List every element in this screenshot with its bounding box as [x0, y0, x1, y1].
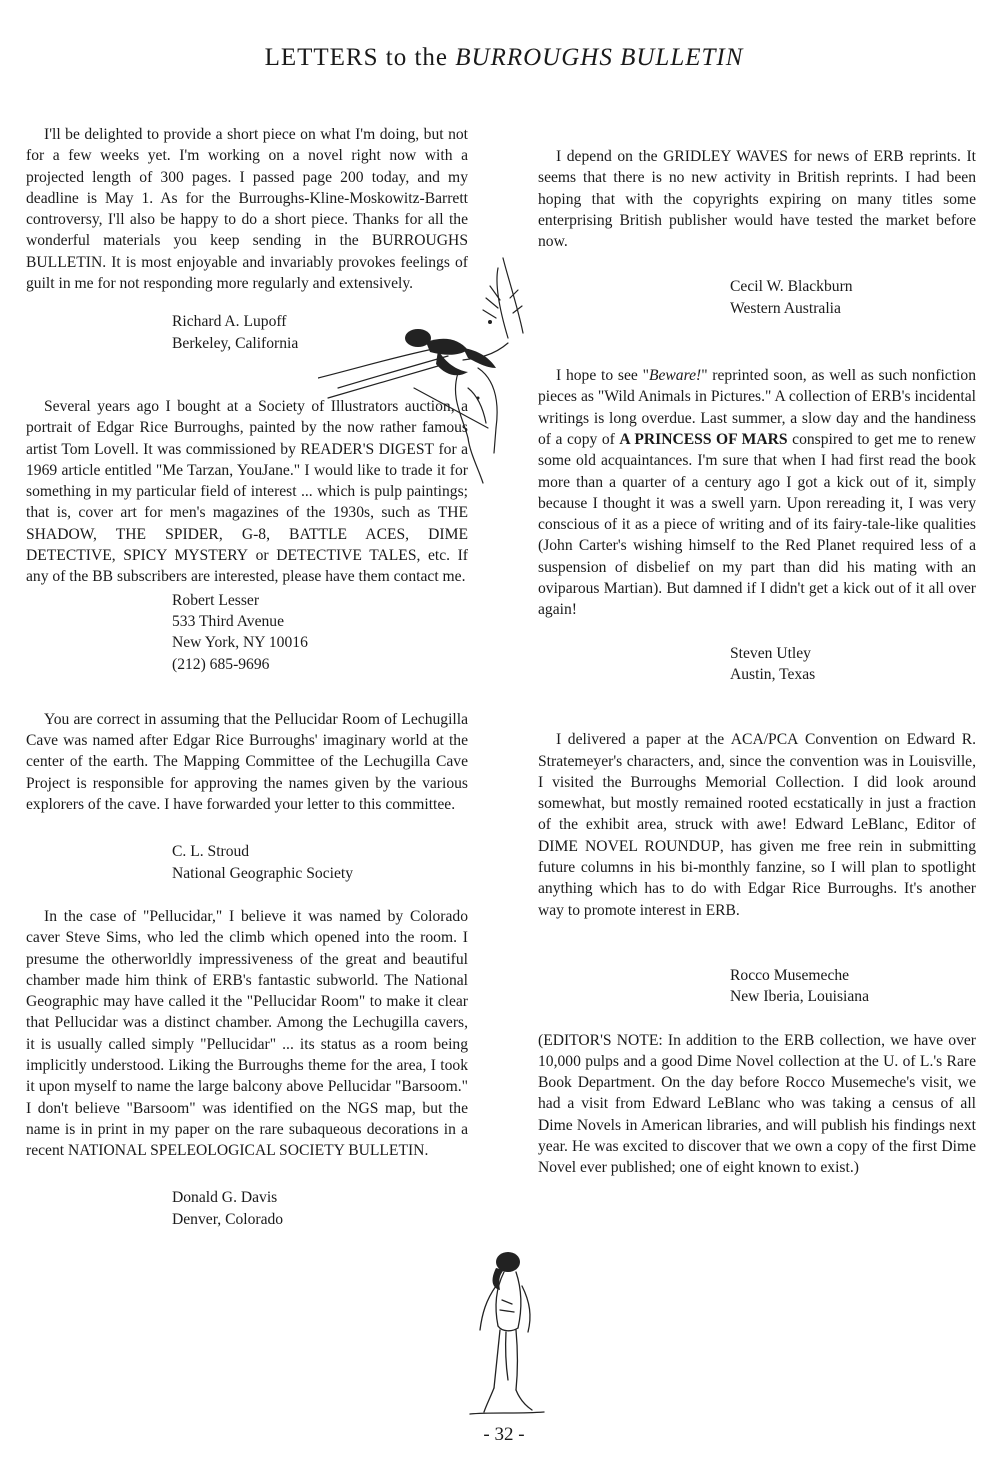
signature	[730, 965, 976, 1008]
signature-name: Richard A. Lupoff	[172, 313, 287, 331]
signature	[730, 276, 976, 319]
page-title: LETTERS to the BURROUGHS BULLETIN	[264, 44, 744, 71]
signature-place: Western Australia	[730, 299, 841, 317]
signature-name: Cecil W. Blackburn	[730, 278, 853, 296]
signature-address: 533 Third Avenue	[172, 612, 285, 630]
editor-note	[538, 1030, 976, 1179]
signature-name: Donald G. Davis	[172, 1189, 278, 1207]
signature-place: Denver, Colorado	[172, 1210, 284, 1228]
signature-city: New York, NY 10016	[172, 634, 308, 652]
standing-figure-illustration	[460, 1240, 550, 1420]
letter-body: I hope to see "Beware!" reprinted soon, as well as such nonfiction pieces as "Wild Animals in Pictures." A collection of ERB's incidental writings is long overdue. Last summer, a slow day and the handiness of a copy of A PRINCESS OF MARS conspired to get me to renew some old acquaintances. I'm sure that when I had first read the book more than a quarter of a century ago I got a kick out of it, simply because I thought it was a swell yarn. Upon rereading it, I was very conscious of it as a piece of writing and of its fairy-tale-like qualities (John Carter's wishing himself to the Red Planet required less of a suspension of disbelief on my part than did his mating with an oviparous Martian). But damned if I didn't get a kick out of it all over again!	[538, 367, 976, 619]
letter-blackburn	[538, 146, 976, 319]
signature-place: New Iberia, Louisiana	[730, 988, 869, 1006]
signature-phone: (212) 685-9696	[172, 655, 270, 673]
right-column	[538, 146, 976, 1179]
signature-place: Austin, Texas	[730, 665, 816, 683]
letter-body: I delivered a paper at the ACA/PCA Convention on Edward R. Stratemeyer's characters, and, since the convention was in Louisville, I visited the Burroughs Memorial Collection. I did look around somewhat, but mostly remained rooted ecstatically in just a fraction of the exhibit area, struck with awe! Edward LeBlanc, Editor of DIME NOVEL ROUNDUP, has given me free rein in submitting future columns in his bi-monthly fanzine, so I will plan to spotlight anything which has to do with Edgar Rice Burroughs. It's another way to promote interest in ERB.	[538, 731, 977, 919]
signature-name: Robert Lesser	[172, 591, 260, 609]
signature-name: Steven Utley	[730, 644, 811, 662]
letter-davis	[26, 906, 468, 1230]
letter-stroud	[26, 709, 468, 884]
signature-place: National Geographic Society	[172, 864, 354, 882]
letter-musemeche	[538, 729, 976, 1007]
editor-note-body: (EDITOR'S NOTE: In addition to the ERB collection, we have over 10,000 pulps and a good Dime Novel collection at the U. of L.'s Rare Book Department. On the day before Rocco Musemeche's visit, we had a visit from Edward LeBlanc who was taking a census of all Dime Novels in American libraries, and will publish his findings next year. He was excited to discover that we own a copy of the first Dime Novel ever published; one of eight known to exist.)	[538, 1031, 976, 1177]
letter-utley	[538, 365, 976, 685]
signature-name: Rocco Musemeche	[730, 966, 850, 984]
signature	[172, 590, 468, 675]
letter-body: I'll be delighted to provide a short piece on what I'm doing, but not for a few weeks yet. I'm working on a novel right now with a projected length of 300 pages. I passed page 200 today, and my deadline is May 1. As for the Burroughs-Kline-Moskowitz-Barrett controversy, I'll also be happy to do a short piece. Thanks for all the wonderful materials you keep sending in the BURROUGHS BULLETIN. It is most enjoyable and invariably provokes feelings of guilt in me for not responding more regularly and extensively.	[26, 126, 468, 293]
letter-body: In the case of "Pellucidar," I believe it was named by Colorado caver Steve Sims, who led the climb which opened into the room. I presume the otherworldly impressiveness of the great and beautiful chamber made him think of ERB's fantastic subworld. The National Geographic may have called it the "Pellucidar Room" to make it clear that Pellucidar was a distinct chamber. Among the Lechugilla cavers, it is usually called simply "Pellucidar" ... its status as a room being implicitly understood. Liking the Burroughs theme for the area, I took it upon myself to name the large balcony above Pellucidar "Barsoom." I don't believe "Barsoom" was identified on the NGS map, but the name is in print in my paper on the rare subaqueous decorations in a recent NATIONAL SPELEOLOGICAL SOCIETY BULLETIN.	[26, 907, 468, 1160]
signature	[730, 643, 976, 686]
signature-name: C. L. Stroud	[172, 843, 250, 861]
letter-body: You are correct in assuming that the Pellucidar Room of Lechugilla Cave was named after Edgar Rice Burroughs' imaginary world at the center of the earth. The Mapping Committee of the Lechugilla Cave Project is responsible for approving the names given by the various explorers of the cave. I have forwarded your letter to this committee.	[26, 710, 468, 814]
signature	[172, 841, 468, 884]
letter-body: I depend on the GRIDLEY WAVES for news of ERB reprints. It seems that there is no new activity in British reprints. I had been hoping that with the copyrights expiring on many titles some enterprising British publisher would have tested the market before now.	[538, 148, 976, 251]
page-number: - 32 -	[483, 1424, 525, 1445]
letter-body: Several years ago I bought at a Society of Illustrators auction, a portrait of Edgar Rice Burroughs, painted by the now rather famous artist Tom Lovell. It was commissioned by READER'S DIGEST for a 1969 article entitled "Me Tarzan, YouJane." I would like to trade it for something in my particular field of interest ... which is pulp paintings; that is, cover art for men's magazines of the 1930s, such as THE SHADOW, THE SPIDER, G-8, BATTLE ACES, DIME DETECTIVE, SPICY MYSTERY or DETECTIVE TALES, etc. If any of the BB subscribers are interested, please have them contact me.	[26, 397, 469, 586]
signature-place: Berkeley, California	[172, 334, 299, 352]
signature	[172, 1187, 468, 1230]
warrior-on-cliff-illustration	[318, 238, 528, 488]
